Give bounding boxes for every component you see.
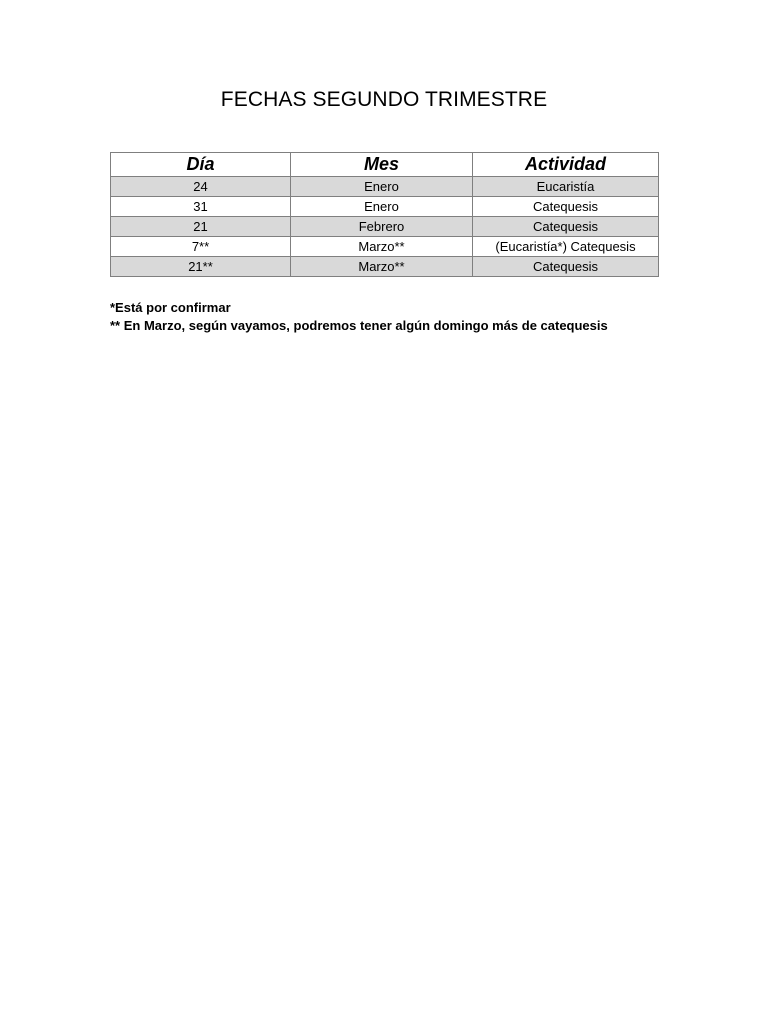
schedule-table bbox=[110, 152, 659, 277]
page-title: FECHAS SEGUNDO TRIMESTRE bbox=[220, 88, 548, 111]
cell-actividad: (Eucaristía*) Catequesis bbox=[473, 237, 659, 257]
cell-mes: Marzo** bbox=[291, 257, 473, 277]
cell-actividad: Eucaristía bbox=[473, 177, 659, 197]
column-header-actividad: Actividad bbox=[473, 153, 659, 177]
cell-mes: Enero bbox=[291, 177, 473, 197]
footnote-confirm: *Está por confirmar bbox=[110, 300, 231, 315]
cell-mes: Enero bbox=[291, 197, 473, 217]
footnote-march: ** En Marzo, según vayamos, podremos tener algún domingo más de catequesis bbox=[110, 318, 608, 333]
table-row bbox=[111, 177, 659, 197]
table-row bbox=[111, 237, 659, 257]
cell-actividad: Catequesis bbox=[473, 217, 659, 237]
cell-mes: Febrero bbox=[291, 217, 473, 237]
table-header-row bbox=[111, 153, 659, 177]
cell-mes: Marzo** bbox=[291, 237, 473, 257]
cell-actividad: Catequesis bbox=[473, 197, 659, 217]
cell-dia: 21** bbox=[111, 257, 291, 277]
column-header-mes: Mes bbox=[291, 153, 473, 177]
cell-actividad: Catequesis bbox=[473, 257, 659, 277]
column-header-dia: Día bbox=[111, 153, 291, 177]
table-row bbox=[111, 217, 659, 237]
footnotes bbox=[110, 299, 710, 335]
cell-dia: 31 bbox=[111, 197, 291, 217]
cell-dia: 21 bbox=[111, 217, 291, 237]
cell-dia: 24 bbox=[111, 177, 291, 197]
cell-dia: 7** bbox=[111, 237, 291, 257]
table-row bbox=[111, 257, 659, 277]
table-row bbox=[111, 197, 659, 217]
